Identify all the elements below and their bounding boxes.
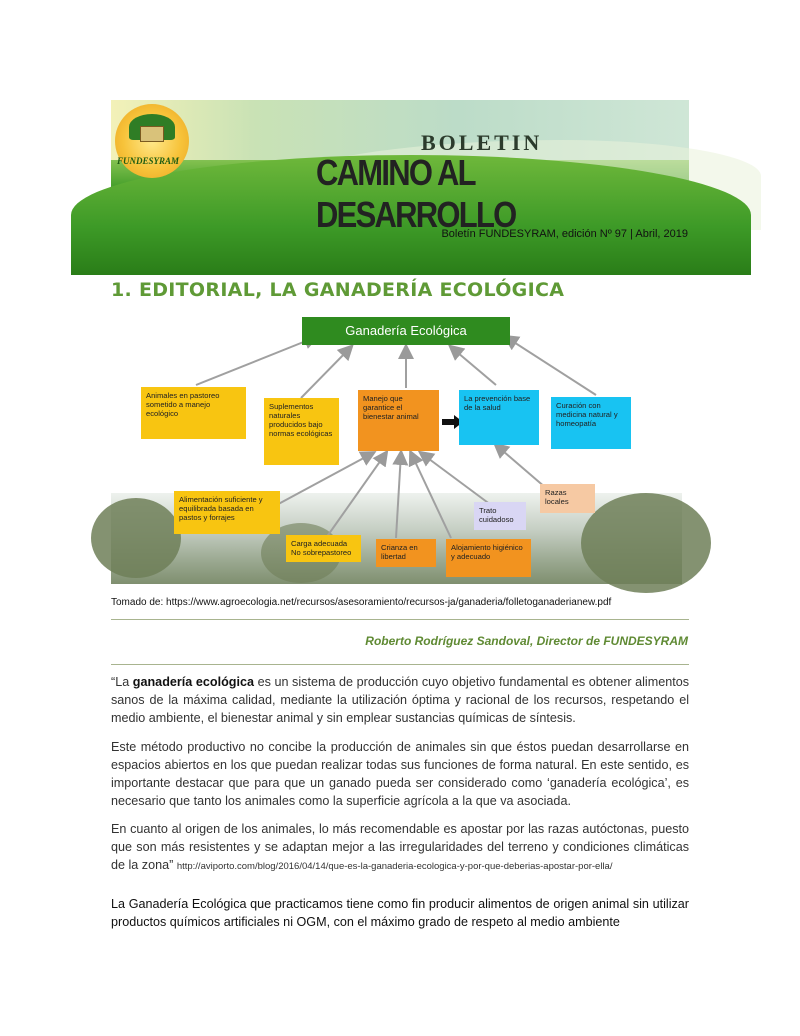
box-alojamiento: Alojamiento higiénico y adecuado	[446, 539, 531, 577]
box-manejo: Manejo que garantice el bienestar animal	[358, 390, 439, 451]
author-line: Roberto Rodríguez Sandoval, Director de FUNDESYRAM	[365, 634, 688, 648]
paragraph-3-text: En cuanto al origen de los animales, lo más recomendable es apostar por las razas autóctonas, puesto que son más resistentes y se adaptan mejor a las irregularidades del terreno y condiciones climáticas de la zona”	[111, 822, 689, 872]
paragraph-2: Este método productivo no concibe la producción de animales sin que éstos puedan desarrollarse en espacios abiertos en los que puedan realizar todas sus funciones de forma natural. En este sentido, es importante destacar que para que un ganado pueda ser considerado como ‘ganadería ecológica’, es necesario que tanto los animales como la superficie agrícola a la que va asociada.	[111, 740, 689, 808]
house-icon	[140, 126, 164, 142]
paragraph-1-rest: es un sistema de producción cuyo objetivo fundamental es obtener alimentos sanos de la máxima calidad, mediante la utilización óptima y racional de los recursos, respetando el medio ambiente, el bienestar animal y sin emplear sustancias químicas de síntesis.	[111, 675, 690, 725]
ganaderia-diagram	[111, 313, 682, 584]
paragraph-3-link[interactable]: http://aviporto.com/blog/2016/04/14/que-es-la-ganaderia-ecologica-y-por-que-deberias-apostar-por-ella/	[176, 861, 613, 872]
divider-bottom	[111, 664, 689, 665]
divider-top	[111, 619, 689, 620]
section-title: 1. EDITORIAL, LA GANADERÍA ECOLÓGICA	[111, 279, 565, 301]
box-prevencion: La prevención base de la salud	[459, 390, 539, 445]
paragraph-4: La Ganadería Ecológica que practicamos tiene como fin producir alimentos de origen animal sin utilizar productos químicos artificiales ni OGM, con el máximo grado de respeto al medio ambiente	[111, 897, 689, 929]
source-citation: Tomado de: https://www.agroecologia.net/recursos/asesoramiento/recursos-ja/ganaderia/folletoganaderianew.pdf	[111, 597, 612, 608]
diagram-title: Ganadería Ecológica	[302, 317, 510, 345]
box-suplementos: Suplementos naturales producidos bajo normas ecológicas	[264, 398, 339, 465]
banner-title-camino: CAMINO AL DESARROLLO	[316, 152, 516, 235]
paragraph-1	[111, 673, 689, 727]
box-razas: Razas locales	[540, 484, 595, 513]
fundesyram-logo	[115, 104, 189, 178]
paragraph-3	[111, 820, 689, 876]
box-pastoreo: Animales en pastoreo sometido a manejo ecológico	[141, 387, 246, 439]
paragraph-1-open: “La	[111, 675, 133, 689]
logo-text: FUNDESYRAM	[117, 156, 180, 166]
box-alimentacion: Alimentación suficiente y equilibrada basada en pastos y forrajes	[174, 491, 280, 534]
box-carga: Carga adecuada No sobrepastoreo	[286, 535, 361, 562]
edition-line: Boletín FUNDESYRAM, edición Nº 97 | Abril, 2019	[441, 228, 688, 240]
box-crianza: Crianza en libertad	[376, 539, 436, 567]
banner-title-boletin: BOLETIN	[421, 130, 543, 155]
box-trato: Trato cuidadoso	[474, 502, 526, 530]
paragraph-1-bold: ganadería ecológica	[132, 675, 254, 689]
box-curacion: Curación con medicina natural y homeopatía	[551, 397, 631, 449]
